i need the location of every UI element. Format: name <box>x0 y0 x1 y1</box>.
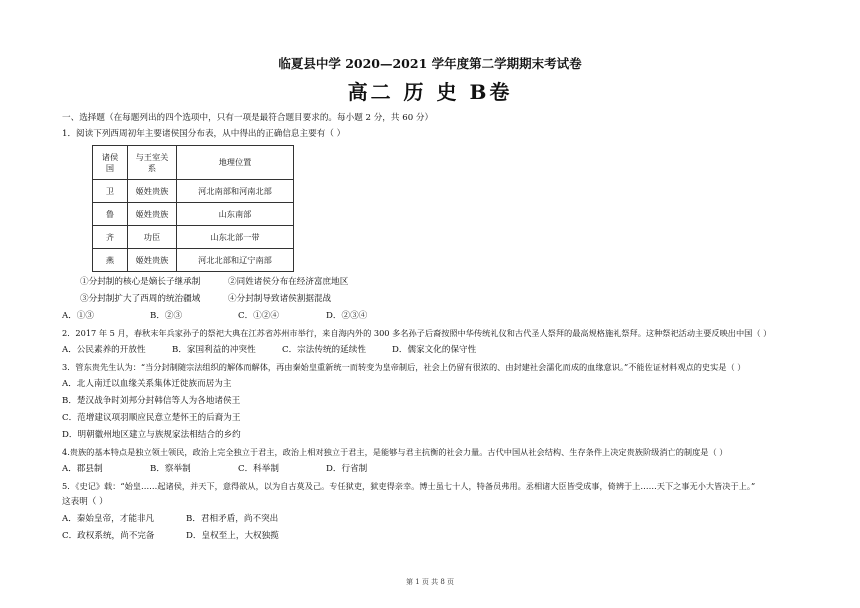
table-cell: 齐 <box>93 226 128 249</box>
table-cell: 山东南部 <box>177 203 294 226</box>
question-2-options <box>62 344 476 356</box>
option-d: D．皇权至上，大权独揽 <box>186 531 279 541</box>
option-b: B．君相矛盾，尚不突出 <box>186 514 279 524</box>
question-3-option-b: B．楚汉战争时刘邦分封韩信等人为各地诸侯王 <box>62 396 241 406</box>
question-2-stem: 2．2017 年 5 月，春秋末年兵家孙子的祭祀大典在江苏省苏州市举行，来自海内外的 300 多名孙子后裔按照中华传统礼仪和古代圣人祭拜的最高规格施礼祭拜。这种祭祀活动主要反映出中国（ ） <box>62 328 772 338</box>
q1-statements-row-2 <box>80 293 331 305</box>
table-row <box>93 203 294 226</box>
table-header-cell: 地理位置 <box>177 146 294 180</box>
option-c: C．①②④ <box>238 311 279 321</box>
option-d: D．②③④ <box>326 311 368 321</box>
table-cell: 河北南部和河南北部 <box>177 180 294 203</box>
statement: ③分封制扩大了西周的统治疆域 <box>80 294 201 304</box>
option-b: B．家国利益的冲突性 <box>172 345 256 355</box>
table-cell: 功臣 <box>128 226 177 249</box>
question-5-stem-continued: 这表明（ ） <box>62 497 108 507</box>
table-row <box>93 226 294 249</box>
table-cell: 河北北部和辽宁南部 <box>177 249 294 272</box>
option-c: C．科举制 <box>238 464 279 474</box>
option-a: A．郡县制 <box>62 464 103 474</box>
statement: ②同姓诸侯分布在经济富庶地区 <box>228 277 349 287</box>
statement: ④分封制导致诸侯割据混战 <box>228 294 332 304</box>
option-b: B．察举制 <box>150 464 191 474</box>
option-a: A．秦始皇帝，才能非凡 <box>62 514 155 524</box>
table-header-cell: 与王室关 系 <box>128 146 177 180</box>
table-row <box>93 180 294 203</box>
question-5-options-row-1 <box>62 513 336 525</box>
option-a: A．①③ <box>62 311 94 321</box>
section-heading: 一、选择题（在每题列出的四个选项中，只有一项是最符合题目要求的。每小题 2 分，共 60 分） <box>62 113 434 123</box>
question-1-stem: 1．阅读下列西周初年主要诸侯国分布表，从中得出的正确信息主要有（ ） <box>62 129 346 139</box>
question-1-options <box>62 310 414 322</box>
table-cell: 姬姓贵族 <box>128 180 177 203</box>
option-c: C．政权系统，尚不完备 <box>62 531 155 541</box>
table-cell: 姬姓贵族 <box>128 249 177 272</box>
question-5-options-row-2 <box>62 530 336 542</box>
option-b: B．②③ <box>150 311 183 321</box>
table-cell: 卫 <box>93 180 128 203</box>
question-3-option-a: A．北人南迁以血缘关系集体迁徙族而居为主 <box>62 379 232 389</box>
statement: ①分封制的核心是嫡长子继承制 <box>80 277 201 287</box>
table-cell: 姬姓贵族 <box>128 203 177 226</box>
option-d: D．行省制 <box>326 464 368 474</box>
q1-statements-row-1 <box>80 276 348 288</box>
question-4-stem: 4.贵族的基本特点是独立领土领民，政治上完全独立于君主，政治上相对独立于君主，是能够与君主抗衡的社会力量。古代中国从社会结构、生存条件上决定贵族阶级消亡的制度是（ ） <box>62 447 728 457</box>
question-3-option-c: C．范增建议项羽顺应民意立楚怀王的后裔为王 <box>62 413 241 423</box>
question-5-stem: 5．《史记》载：“始皇……起诸侯，并天下，意得欲从，以为自古莫及己。专任狱吏，狱吏得亲幸。博士虽七十人，特备员弗用。丞相诸大臣皆受成事，倚辨于上……天下之事无小大皆决于上。” <box>62 481 756 491</box>
question-3-stem: 3．管东贵先生认为：“当分封制随宗法组织的解体而解体，再由秦始皇重新统一而转变为皇帝制后，社会上仍留有很浓的、由封建社会濡化而成的血缘意识。”不能佐证材料观点的史实是（ ） <box>62 362 746 372</box>
table-cell: 山东北部一带 <box>177 226 294 249</box>
option-c: C．宗法传统的延续性 <box>282 345 366 355</box>
table-row <box>93 249 294 272</box>
exam-subtitle: 高二 历 史 B卷 <box>347 80 513 104</box>
option-a: A．公民素养的开放性 <box>62 345 146 355</box>
exam-title: 临夏县中学 2020—2021 学年度第二学期期末考试卷 <box>278 56 582 71</box>
question-3-option-d: D．明朝徽州地区建立与族规家法相结合的乡约 <box>62 430 241 440</box>
table-cell: 燕 <box>93 249 128 272</box>
table-cell: 鲁 <box>93 203 128 226</box>
question-4-options <box>62 463 414 475</box>
table-header-row <box>93 146 294 180</box>
page-footer: 第 1 页 共 8 页 <box>405 578 455 586</box>
option-d: D．儒家文化的保守性 <box>392 345 477 355</box>
table-header-cell: 诸侯 国 <box>93 146 128 180</box>
fief-distribution-table <box>92 145 294 272</box>
